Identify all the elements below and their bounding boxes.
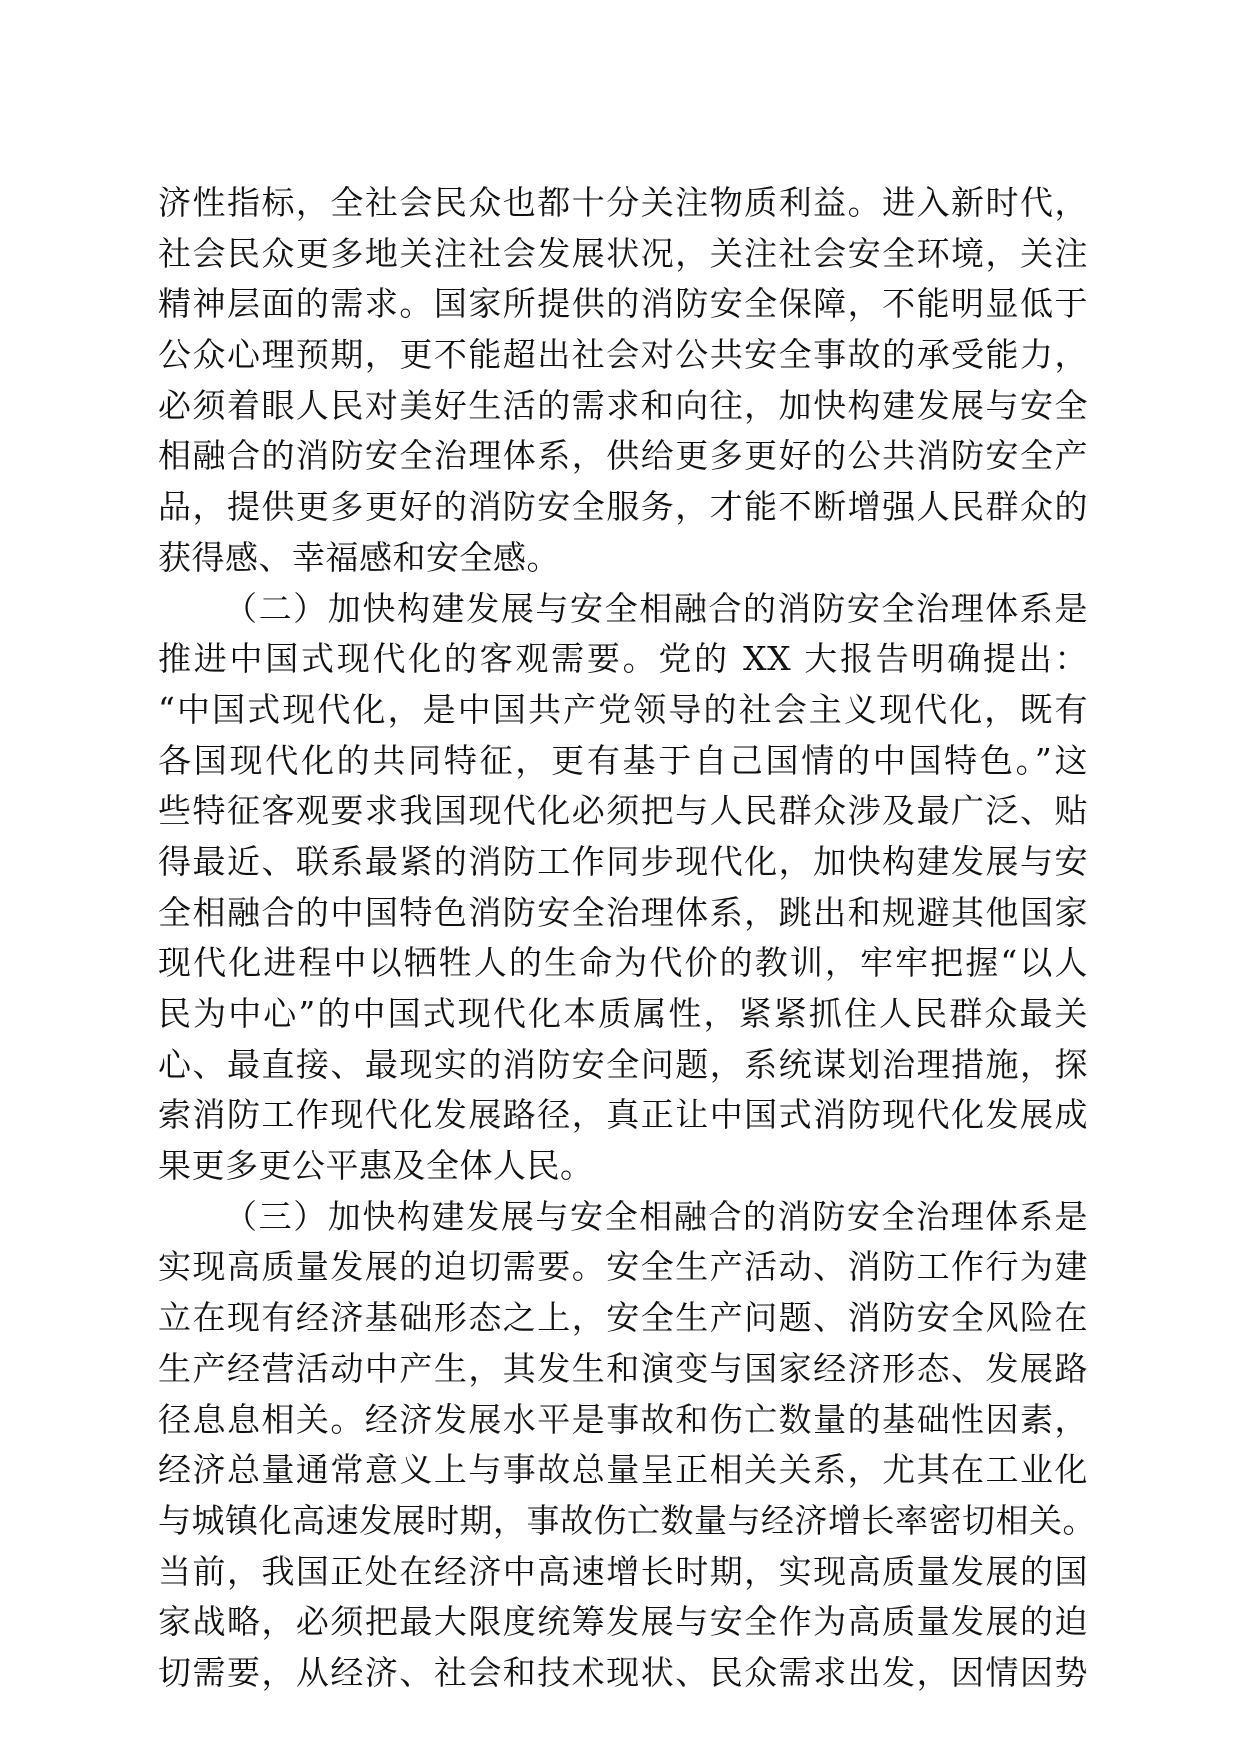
body-text — [158, 178, 1096, 1699]
text-line: 全相融合的中国特色消防安全治理体系，跳出和规避其他国家 — [158, 892, 1088, 932]
text-line: 推进中国式现代化的客观需要。党的 XX 大报告明确提出： — [158, 639, 1088, 679]
text-line: 经济总量通常意义上与事故总量呈正相关关系，尤其在工业化 — [158, 1450, 1088, 1490]
text-line: 当前，我国正处在经济中高速增长时期，实现高质量发展的国 — [158, 1551, 1088, 1591]
text-line: 径息息相关。经济发展水平是事故和伤亡数量的基础性因素， — [158, 1399, 1088, 1439]
text-line: 民为中心”的中国式现代化本质属性，紧紧抓住人民群众最关 — [158, 994, 1088, 1033]
text-line: 得最近、联系最紧的消防工作同步现代化，加快构建发展与安 — [158, 841, 1088, 881]
text-line: 家战略，必须把最大限度统筹发展与安全作为高质量发展的迫 — [158, 1602, 1088, 1642]
text-line: 与城镇化高速发展时期，事故伤亡数量与经济增长率密切相关。 — [158, 1500, 1096, 1540]
text-line: 切需要，从经济、社会和技术现状、民众需求出发，因情因势 — [158, 1652, 1088, 1692]
text-line: 社会民众更多地关注社会发展状况，关注社会安全环境，关注 — [158, 233, 1088, 273]
text-line: 相融合的消防安全治理体系，供给更多更好的公共消防安全产 — [158, 436, 1088, 476]
text-line: 心、最直接、最现实的消防安全问题，系统谋划治理措施，探 — [158, 1044, 1088, 1084]
section-heading-line: （二）加快构建发展与安全相融合的消防安全治理体系是 — [224, 588, 1088, 628]
text-line: 些特征客观要求我国现代化必须把与人民群众涉及最广泛、贴 — [158, 791, 1088, 831]
text-line: 立在现有经济基础形态之上，安全生产问题、消防安全风险在 — [158, 1298, 1088, 1338]
text-line: 实现高质量发展的迫切需要。安全生产活动、消防工作行为建 — [158, 1247, 1088, 1287]
text-line: “中国式现代化，是中国共产党领导的社会主义现代化，既有 — [158, 689, 1088, 729]
text-line: 精神层面的需求。国家所提供的消防安全保障，不能明显低于 — [158, 284, 1088, 324]
text-line: 公众心理预期，更不能超出社会对公共安全事故的承受能力， — [158, 335, 1088, 375]
text-line: 现代化进程中以牺牲人的生命为代价的教训，牢牢把握“以人 — [158, 943, 1088, 983]
text-line: 品，提供更多更好的消防安全服务，才能不断增强人民群众的 — [158, 487, 1088, 527]
text-line: 各国现代化的共同特征，更有基于自己国情的中国特色。”这 — [158, 740, 1088, 780]
text-line: 获得感、幸福感和安全感。 — [158, 537, 560, 577]
text-line: 索消防工作现代化发展路径，真正让中国式消防现代化发展成 — [158, 1095, 1088, 1135]
text-line: 生产经营活动中产生，其发生和演变与国家经济形态、发展路 — [158, 1348, 1088, 1388]
text-line: 济性指标，全社会民众也都十分关注物质利益。进入新时代， — [158, 183, 1088, 222]
text-line: 必须着眼人民对美好生活的需求和向往，加快构建发展与安全 — [158, 385, 1088, 425]
section-heading-line: （三）加快构建发展与安全相融合的消防安全治理体系是 — [224, 1196, 1088, 1236]
text-line: 果更多更公平惠及全体人民。 — [158, 1146, 594, 1186]
